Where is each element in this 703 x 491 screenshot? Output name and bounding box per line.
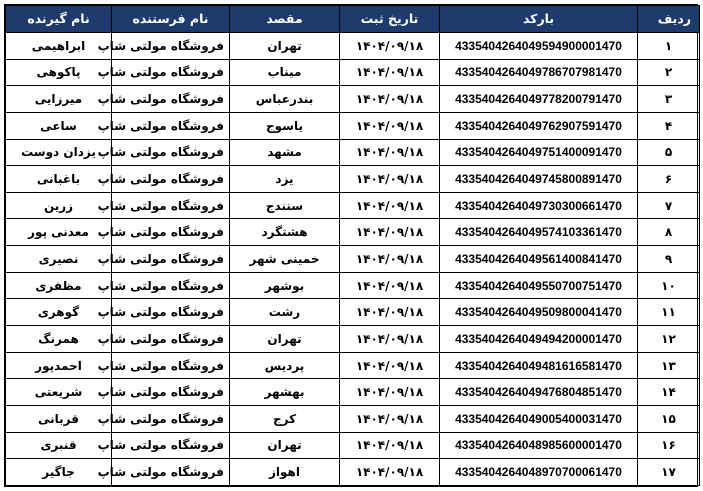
barcode-cell: 4335404264049481616581470 bbox=[440, 352, 638, 379]
date-cell: ۱۴۰۴/۰۹/۱۸ bbox=[340, 112, 440, 139]
date-cell: ۱۴۰۴/۰۹/۱۸ bbox=[340, 299, 440, 326]
recipient-cell: مظفری bbox=[6, 272, 112, 299]
destination-cell: کرج bbox=[230, 405, 340, 432]
destination-cell: هشتگرد bbox=[230, 219, 340, 246]
recipient-cell: یزدان دوست bbox=[6, 139, 112, 166]
date-cell: ۱۴۰۴/۰۹/۱۸ bbox=[340, 379, 440, 406]
recipient-cell: احمدپور bbox=[6, 352, 112, 379]
barcode-cell: 4335404264048985600001470 bbox=[440, 432, 638, 459]
header-destination: مقصد bbox=[230, 6, 340, 33]
date-cell: ۱۴۰۴/۰۹/۱۸ bbox=[340, 326, 440, 353]
table-body bbox=[6, 33, 700, 486]
table-row bbox=[6, 326, 700, 353]
destination-cell: رشت bbox=[230, 299, 340, 326]
recipient-cell: قنبری bbox=[6, 432, 112, 459]
row-number-cell: ۴ bbox=[638, 112, 700, 139]
barcode-cell: 4335404264049509800041470 bbox=[440, 299, 638, 326]
recipient-cell: نصیری bbox=[6, 246, 112, 273]
barcode-cell: 4335404264049574103361470 bbox=[440, 219, 638, 246]
row-number-cell: ۱۱ bbox=[638, 299, 700, 326]
table-row bbox=[6, 405, 700, 432]
sender-cell: فروشگاه مولتی شاپ bbox=[112, 166, 230, 193]
table-row bbox=[6, 166, 700, 193]
destination-cell: یزد bbox=[230, 166, 340, 193]
table-row bbox=[6, 459, 700, 486]
row-number-cell: ۶ bbox=[638, 166, 700, 193]
date-cell: ۱۴۰۴/۰۹/۱۸ bbox=[340, 166, 440, 193]
header-row bbox=[6, 6, 700, 33]
barcode-cell: 4335404264049778200791470 bbox=[440, 86, 638, 113]
row-number-cell: ۱۷ bbox=[638, 459, 700, 486]
row-number-cell: ۱ bbox=[638, 33, 700, 60]
barcode-cell: 4335404264048970700061470 bbox=[440, 459, 638, 486]
destination-cell: بهشهر bbox=[230, 379, 340, 406]
sender-cell: فروشگاه مولتی شاپ bbox=[112, 272, 230, 299]
recipient-cell: میرزایی bbox=[6, 86, 112, 113]
barcode-cell: 4335404264049476804851470 bbox=[440, 379, 638, 406]
table-row bbox=[6, 432, 700, 459]
table-row bbox=[6, 246, 700, 273]
table-row bbox=[6, 299, 700, 326]
barcode-cell: 4335404264049751400091470 bbox=[440, 139, 638, 166]
row-number-cell: ۱۶ bbox=[638, 432, 700, 459]
date-cell: ۱۴۰۴/۰۹/۱۸ bbox=[340, 192, 440, 219]
shipment-sheet bbox=[4, 4, 698, 487]
row-number-cell: ۳ bbox=[638, 86, 700, 113]
date-cell: ۱۴۰۴/۰۹/۱۸ bbox=[340, 33, 440, 60]
header-recipient: نام گیرنده bbox=[6, 6, 112, 33]
destination-cell: تهران bbox=[230, 33, 340, 60]
header-barcode: بارکد bbox=[440, 6, 638, 33]
sender-cell: فروشگاه مولتی شاپ bbox=[112, 33, 230, 60]
sender-cell: فروشگاه مولتی شاپ bbox=[112, 59, 230, 86]
row-number-cell: ۱۴ bbox=[638, 379, 700, 406]
row-number-cell: ۱۰ bbox=[638, 272, 700, 299]
sender-cell: فروشگاه مولتی شاپ bbox=[112, 299, 230, 326]
destination-cell: میناب bbox=[230, 59, 340, 86]
recipient-cell: شریعتی bbox=[6, 379, 112, 406]
header-sender: نام فرستنده bbox=[112, 6, 230, 33]
recipient-cell: ساعی bbox=[6, 112, 112, 139]
table-row bbox=[6, 272, 700, 299]
sender-cell: فروشگاه مولتی شاپ bbox=[112, 352, 230, 379]
recipient-cell: باغبانی bbox=[6, 166, 112, 193]
row-number-cell: ۲ bbox=[638, 59, 700, 86]
barcode-cell: 4335404264049550700751470 bbox=[440, 272, 638, 299]
row-number-cell: ۹ bbox=[638, 246, 700, 273]
destination-cell: اهواز bbox=[230, 459, 340, 486]
table-row bbox=[6, 112, 700, 139]
barcode-cell: 4335404264049745800891470 bbox=[440, 166, 638, 193]
barcode-cell: 4335404264049762907591470 bbox=[440, 112, 638, 139]
sender-cell: فروشگاه مولتی شاپ bbox=[112, 192, 230, 219]
barcode-cell: 4335404264049494200001470 bbox=[440, 326, 638, 353]
recipient-cell: همرنگ bbox=[6, 326, 112, 353]
sender-cell: فروشگاه مولتی شاپ bbox=[112, 432, 230, 459]
destination-cell: پردیس bbox=[230, 352, 340, 379]
destination-cell: خمینی شهر bbox=[230, 246, 340, 273]
table-row bbox=[6, 219, 700, 246]
date-cell: ۱۴۰۴/۰۹/۱۸ bbox=[340, 219, 440, 246]
barcode-cell: 4335404264049005400031470 bbox=[440, 405, 638, 432]
table-row bbox=[6, 59, 700, 86]
table-row bbox=[6, 33, 700, 60]
destination-cell: بوشهر bbox=[230, 272, 340, 299]
destination-cell: تهران bbox=[230, 432, 340, 459]
date-cell: ۱۴۰۴/۰۹/۱۸ bbox=[340, 459, 440, 486]
table-header bbox=[6, 6, 700, 33]
row-number-cell: ۸ bbox=[638, 219, 700, 246]
sender-cell: فروشگاه مولتی شاپ bbox=[112, 139, 230, 166]
recipient-cell: جاگیر bbox=[6, 459, 112, 486]
shipment-table bbox=[5, 5, 700, 486]
row-number-cell: ۱۵ bbox=[638, 405, 700, 432]
date-cell: ۱۴۰۴/۰۹/۱۸ bbox=[340, 432, 440, 459]
row-number-cell: ۱۲ bbox=[638, 326, 700, 353]
barcode-cell: 4335404264049561400841470 bbox=[440, 246, 638, 273]
row-number-cell: ۷ bbox=[638, 192, 700, 219]
date-cell: ۱۴۰۴/۰۹/۱۸ bbox=[340, 59, 440, 86]
table-row bbox=[6, 86, 700, 113]
sender-cell: فروشگاه مولتی شاپ bbox=[112, 405, 230, 432]
recipient-cell: معدنی پور bbox=[6, 219, 112, 246]
destination-cell: تهران bbox=[230, 326, 340, 353]
sender-cell: فروشگاه مولتی شاپ bbox=[112, 112, 230, 139]
sender-cell: فروشگاه مولتی شاپ bbox=[112, 86, 230, 113]
date-cell: ۱۴۰۴/۰۹/۱۸ bbox=[340, 405, 440, 432]
row-number-cell: ۱۳ bbox=[638, 352, 700, 379]
barcode-cell: 4335404264049786707981470 bbox=[440, 59, 638, 86]
sender-cell: فروشگاه مولتی شاپ bbox=[112, 459, 230, 486]
recipient-cell: زرین bbox=[6, 192, 112, 219]
table-row bbox=[6, 352, 700, 379]
destination-cell: بندرعباس bbox=[230, 86, 340, 113]
sender-cell: فروشگاه مولتی شاپ bbox=[112, 219, 230, 246]
barcode-cell: 4335404264049594900001470 bbox=[440, 33, 638, 60]
recipient-cell: ابراهیمی bbox=[6, 33, 112, 60]
date-cell: ۱۴۰۴/۰۹/۱۸ bbox=[340, 139, 440, 166]
date-cell: ۱۴۰۴/۰۹/۱۸ bbox=[340, 352, 440, 379]
sender-cell: فروشگاه مولتی شاپ bbox=[112, 379, 230, 406]
destination-cell: یاسوج bbox=[230, 112, 340, 139]
recipient-cell: پاکوهی bbox=[6, 59, 112, 86]
row-number-cell: ۵ bbox=[638, 139, 700, 166]
table-row bbox=[6, 192, 700, 219]
destination-cell: سنندج bbox=[230, 192, 340, 219]
destination-cell: مشهد bbox=[230, 139, 340, 166]
recipient-cell: قربانی bbox=[6, 405, 112, 432]
sender-cell: فروشگاه مولتی شاپ bbox=[112, 246, 230, 273]
sender-cell: فروشگاه مولتی شاپ bbox=[112, 326, 230, 353]
date-cell: ۱۴۰۴/۰۹/۱۸ bbox=[340, 246, 440, 273]
table-row bbox=[6, 379, 700, 406]
barcode-cell: 4335404264049730300661470 bbox=[440, 192, 638, 219]
header-date: تاریخ ثبت bbox=[340, 6, 440, 33]
date-cell: ۱۴۰۴/۰۹/۱۸ bbox=[340, 86, 440, 113]
header-row-number: ردیف bbox=[638, 6, 700, 33]
date-cell: ۱۴۰۴/۰۹/۱۸ bbox=[340, 272, 440, 299]
table-row bbox=[6, 139, 700, 166]
recipient-cell: گوهری bbox=[6, 299, 112, 326]
